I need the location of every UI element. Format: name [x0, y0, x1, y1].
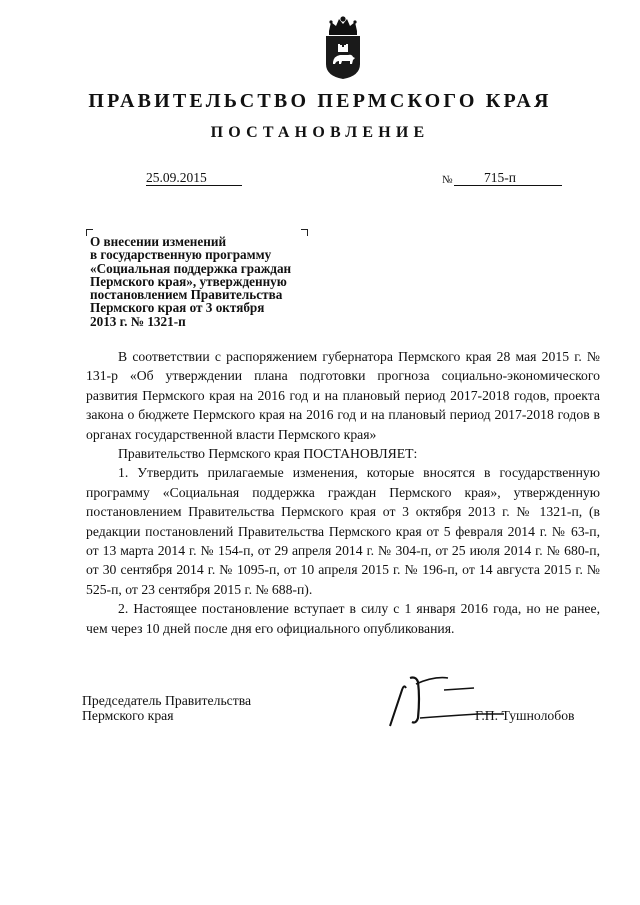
subject-line: «Социальная поддержка граждан: [90, 260, 292, 276]
body-paragraph: Правительство Пермского края ПОСТАНОВЛЯЕТ:: [118, 446, 418, 462]
document-number: 715-п: [484, 170, 516, 185]
date-underline: [146, 185, 242, 186]
body-paragraph: 1. Утвердить прилагаемые изменения, которые вносятся в государственную программу «Социальная поддержка граждан Пермского края», утвержденную постановлением Правительства Пермского края от 3 октября 2013 г. № 1321-п, (в редакции постановлений Правительства Пермского края от 5 февраля 2014 г. № 63-п, от 13 марта 2014 г. № 154-п, от 29 апреля 2014 г. № 304-п, от 25 июля 2014 г. № 680-п, от 30 сентября 2014 г. № 1095-п, от 10 апреля 2015 г. № 196-п, от 14 августа 2015 г. № 525-п, от 23 сентября 2015 г. № 688-п).: [86, 465, 600, 597]
government-title: ПРАВИТЕЛЬСТВО ПЕРМСКОГО КРАЯ: [88, 90, 552, 112]
number-sign: №: [442, 174, 453, 186]
signer-name: Г.П. Тушнолобов: [475, 708, 575, 723]
body-paragraph: В соответствии с распоряжением губернатора Пермского края 28 мая 2015 г. № 131-р «Об утверждении плана подготовки прогноза социально-экономического развития Пермского края на 2016 год и на плановый период 2017-2018 годов, проекта закона о бюджете Пермского края на 2016 год и на плановый период 2017-2018 годов в органах государственной власти Пермского края»: [86, 349, 600, 442]
position-line: Пермского края: [82, 708, 174, 723]
subject-line: в государственную программу: [90, 247, 272, 263]
subject-line: О внесении изменений: [90, 234, 227, 249]
position-line: Председатель Правительства: [82, 693, 252, 708]
document-type: ПОСТАНОВЛЕНИЕ: [210, 124, 430, 141]
document-body: [86, 347, 600, 638]
subject-line: Пермского края», утвержденную: [90, 273, 287, 289]
perm-krai-coat-of-arms-icon: [322, 14, 364, 80]
subject-line: 2013 г. № 1321-п: [90, 313, 186, 329]
signatory-position: [82, 693, 251, 723]
subject-line: Пермского края от 3 октября: [90, 300, 265, 316]
subject-line: постановлением Правительства: [90, 287, 283, 303]
document-subject: [90, 235, 330, 328]
body-paragraph: 2. Настоящее постановление вступает в силу с 1 января 2016 года, но не ранее, чем через 10 дней после дня его официального опубликования.: [86, 601, 600, 636]
document-date: 25.09.2015: [146, 170, 207, 185]
